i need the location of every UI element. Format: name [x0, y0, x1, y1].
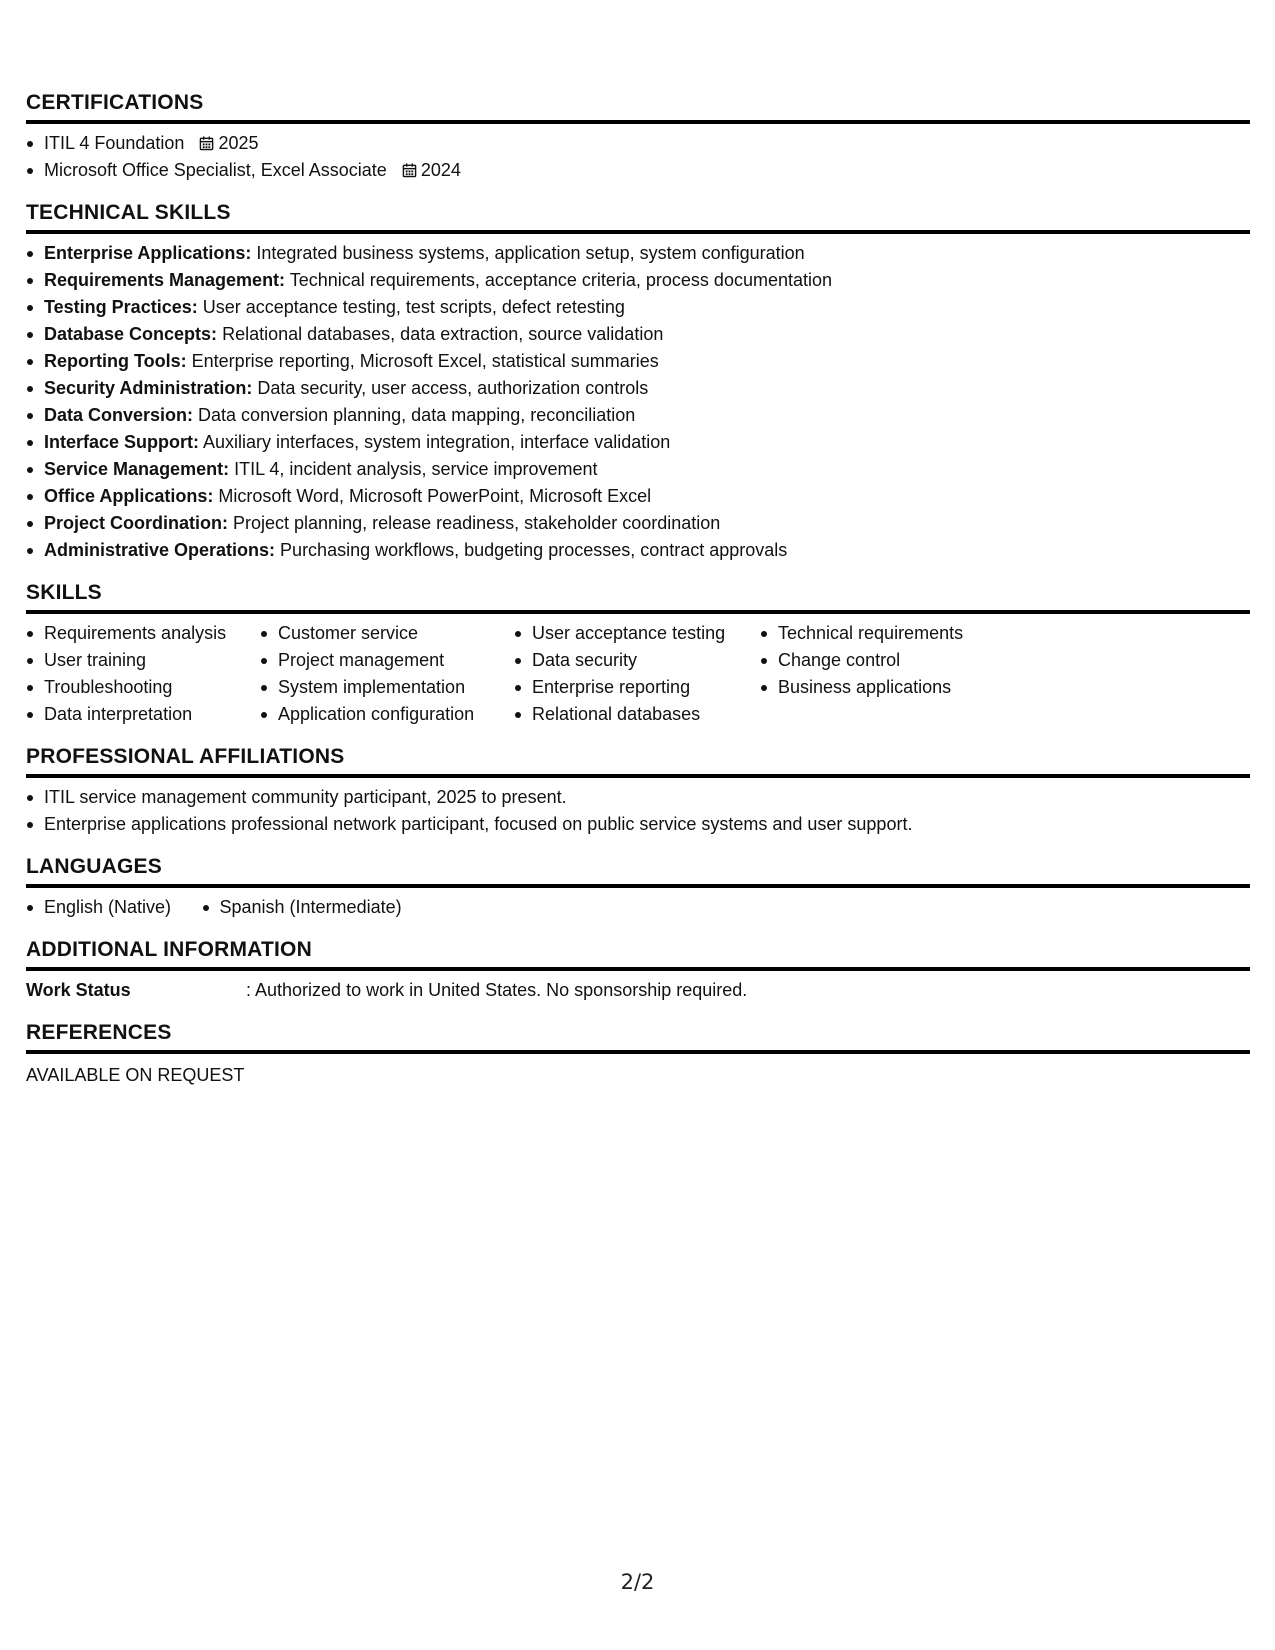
technical-skills-heading: TECHNICAL SKILLS [26, 200, 1250, 234]
technical-skill-text: Technical requirements, acceptance criteria, process documentation [285, 270, 833, 290]
technical-skill-item [26, 294, 1250, 321]
technical-skill-item [26, 267, 1250, 294]
languages-list [26, 894, 1250, 921]
affiliations-section [26, 744, 1250, 838]
technical-skill-label: Testing Practices: [44, 297, 198, 317]
skill-item: Requirements analysis [26, 620, 260, 647]
technical-skills-section [26, 200, 1250, 564]
skill-item: Application configuration [260, 701, 514, 728]
technical-skill-item [26, 321, 1250, 348]
technical-skill-label: Security Administration: [44, 378, 253, 398]
technical-skills-list [26, 240, 1250, 564]
technical-skill-text: Enterprise reporting, Microsoft Excel, statistical summaries [186, 351, 659, 371]
certifications-section [26, 90, 1250, 184]
skill-item: Relational databases [514, 701, 760, 728]
technical-skill-item [26, 402, 1250, 429]
skills-column [260, 620, 514, 728]
certification-name: Microsoft Office Specialist, Excel Associate [44, 160, 387, 180]
certification-item [26, 157, 1250, 184]
affiliations-heading: PROFESSIONAL AFFILIATIONS [26, 744, 1250, 778]
skill-item: Data security [514, 647, 760, 674]
skill-item: Business applications [760, 674, 1020, 701]
references-text: AVAILABLE ON REQUEST [26, 1065, 245, 1085]
calendar-icon [199, 136, 214, 151]
technical-skill-label: Administrative Operations: [44, 540, 276, 560]
work-status-label: Work Status [26, 980, 131, 1000]
affiliations-list [26, 784, 1250, 838]
calendar-icon [402, 163, 417, 178]
skills-column [760, 620, 1020, 728]
technical-skill-label: Interface Support: [44, 432, 200, 452]
skill-item: Enterprise reporting [514, 674, 760, 701]
technical-skill-text: Relational databases, data extraction, source validation [217, 324, 664, 344]
technical-skill-text: Microsoft Word, Microsoft PowerPoint, Microsoft Excel [213, 486, 652, 506]
affiliation-item: ITIL service management community participant, 2025 to present. [26, 784, 1250, 811]
skill-item: Change control [760, 647, 1020, 674]
language-item: Spanish (Intermediate) [202, 894, 402, 921]
technical-skill-label: Enterprise Applications: [44, 243, 252, 263]
additional-info-section [26, 937, 1250, 1004]
technical-skill-label: Service Management: [44, 459, 230, 479]
technical-skill-text: Auxiliary interfaces, system integration, interface validation [199, 432, 671, 452]
technical-skill-item [26, 375, 1250, 402]
language-item: English (Native) [26, 894, 171, 921]
skills-column [514, 620, 760, 728]
references-heading: REFERENCES [26, 1020, 1250, 1054]
page-number: 2/2 [620, 1570, 655, 1594]
technical-skill-label: Database Concepts: [44, 324, 218, 344]
skill-item: System implementation [260, 674, 514, 701]
affiliation-item: Enterprise applications professional network participant, focused on public service systems and user support. [26, 811, 1250, 838]
references-section [26, 1020, 1250, 1089]
languages-section [26, 854, 1250, 921]
technical-skill-item [26, 348, 1250, 375]
technical-skill-item [26, 510, 1250, 537]
technical-skill-label: Requirements Management: [44, 270, 286, 290]
skill-item: User acceptance testing [514, 620, 760, 647]
technical-skill-text: User acceptance testing, test scripts, defect retesting [197, 297, 625, 317]
skills-heading: SKILLS [26, 580, 1250, 614]
technical-skill-label: Project Coordination: [44, 513, 228, 533]
work-status-row [26, 977, 1250, 1004]
technical-skill-label: Data Conversion: [44, 405, 194, 425]
additional-info-heading: ADDITIONAL INFORMATION [26, 937, 1250, 971]
skills-grid [26, 620, 1250, 728]
certification-year: 2024 [420, 160, 461, 180]
skill-item: User training [26, 647, 260, 674]
skill-item: Data interpretation [26, 701, 260, 728]
technical-skill-text: ITIL 4, incident analysis, service improvement [229, 459, 598, 479]
technical-skill-text: Integrated business systems, application setup, system configuration [251, 243, 805, 263]
technical-skill-item [26, 429, 1250, 456]
work-status-value: : Authorized to work in United States. No sponsorship required. [246, 980, 748, 1000]
certification-year: 2025 [218, 133, 259, 153]
technical-skill-text: Data security, user access, authorization controls [252, 378, 649, 398]
certifications-list [26, 130, 1250, 184]
certification-name: ITIL 4 Foundation [44, 133, 185, 153]
languages-heading: LANGUAGES [26, 854, 1250, 888]
skill-item: Technical requirements [760, 620, 1020, 647]
technical-skill-item [26, 456, 1250, 483]
technical-skill-text: Data conversion planning, data mapping, reconciliation [193, 405, 636, 425]
skills-section [26, 580, 1250, 728]
skill-item: Troubleshooting [26, 674, 260, 701]
skill-item: Project management [260, 647, 514, 674]
technical-skill-text: Purchasing workflows, budgeting processes, contract approvals [275, 540, 788, 560]
technical-skill-item [26, 240, 1250, 267]
certifications-heading: CERTIFICATIONS [26, 90, 1250, 124]
languages-items [26, 894, 428, 921]
technical-skill-text: Project planning, release readiness, stakeholder coordination [228, 513, 721, 533]
technical-skill-item [26, 537, 1250, 564]
resume-page-2 [26, 90, 1250, 1105]
skill-item: Customer service [260, 620, 514, 647]
certification-item [26, 130, 1250, 157]
technical-skill-item [26, 483, 1250, 510]
technical-skill-label: Office Applications: [44, 486, 214, 506]
technical-skill-label: Reporting Tools: [44, 351, 187, 371]
skills-column [26, 620, 260, 728]
